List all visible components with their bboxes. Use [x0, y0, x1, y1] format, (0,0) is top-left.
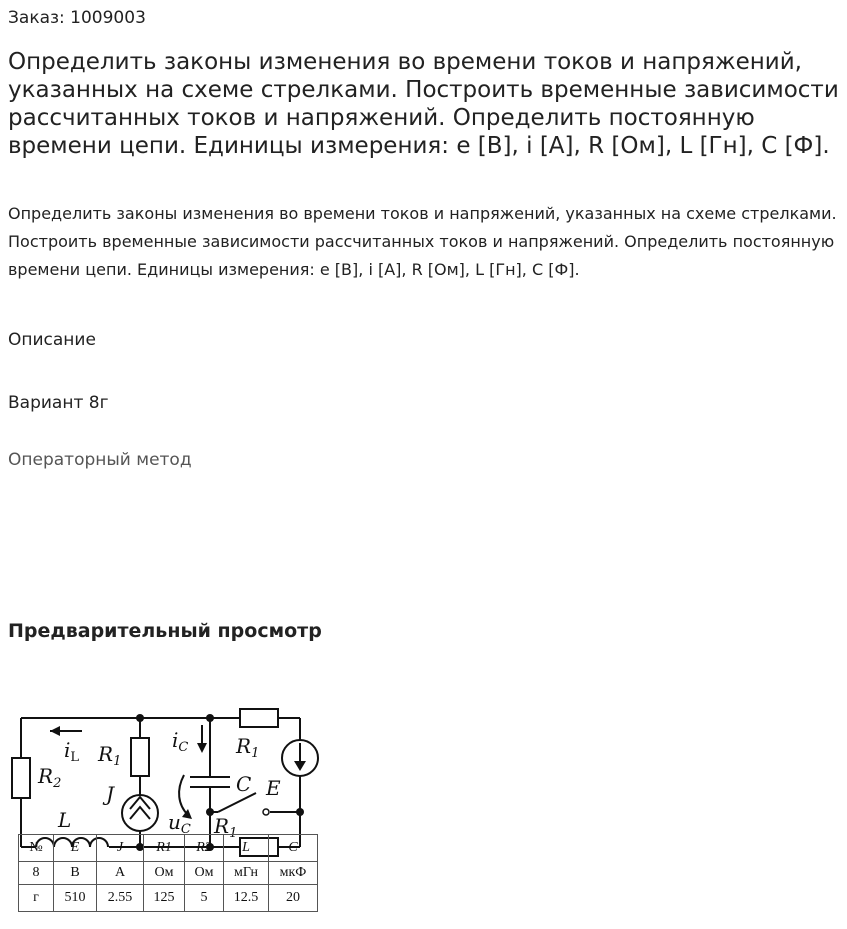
task-description: Определить законы изменения во времени токов и напряжений, указанных на схеме стрелками. Построить временные зависимости рассчитанных токов и напряжений. Определить постоянную времени цепи. Единицы измерения: e [В], i [А], R [Ом], L [Гн], C [Ф].	[8, 204, 837, 279]
table-cell: R2	[185, 835, 224, 862]
table-cell: мкФ	[269, 862, 318, 885]
table-cell: 20	[269, 885, 318, 912]
parameters-table	[18, 834, 318, 912]
table-cell: Ом	[144, 862, 185, 885]
table-cell: E	[54, 835, 97, 862]
label-r2: $R_2$	[38, 764, 62, 791]
label-r1-top: $R_1$	[236, 734, 260, 761]
label-c: C	[236, 772, 252, 796]
resistor-r2	[12, 758, 30, 798]
table-units-row	[19, 862, 318, 885]
description-label: Описание	[8, 330, 96, 350]
table-cell: J	[97, 835, 144, 862]
table-cell: А	[97, 862, 144, 885]
page-title: Определить законы изменения во времени токов и напряжений, указанных на схеме стрелками. Построить временные зависимости рассчитанных токов и напряжений. Определить постоянную времени цепи. Единицы измерения: e [В], i [А], R [Ом], L [Гн], C [Ф].	[8, 49, 839, 159]
preview-heading: Предварительный просмотр	[8, 620, 322, 642]
table-cell: 5	[185, 885, 224, 912]
resistor-r1-left	[131, 738, 149, 776]
label-uc: $u_C$	[168, 810, 191, 837]
label-j: J	[106, 782, 115, 806]
label-r1-bottom: $R_1$	[214, 814, 238, 841]
label-ic: $i_C$	[172, 728, 189, 755]
label-r1-left: $R_1$	[98, 742, 122, 769]
table-cell: C	[269, 835, 318, 862]
table-cell: 2.55	[97, 885, 144, 912]
table-cell: 125	[144, 885, 185, 912]
table-cell: 8	[19, 862, 54, 885]
table-cell: №	[19, 835, 54, 862]
table-cell: 12.5	[224, 885, 269, 912]
table-cell: R1	[144, 835, 185, 862]
table-cell: В	[54, 862, 97, 885]
table-cell: L	[224, 835, 269, 862]
label-e: E	[266, 776, 281, 800]
table-cell: Ом	[185, 862, 224, 885]
label-il: $i_L$	[64, 738, 80, 765]
table-cell: г	[19, 885, 54, 912]
label-l: L	[58, 808, 72, 832]
current-source-j	[122, 795, 158, 831]
table-header-row	[19, 835, 318, 862]
variant-label: Вариант 8г	[8, 393, 109, 413]
method-label: Операторный метод	[8, 450, 192, 470]
table-cell: 510	[54, 885, 97, 912]
resistor-r1-top	[240, 709, 278, 727]
order-number: Заказ: 1009003	[8, 8, 146, 28]
table-row	[19, 885, 318, 912]
table-cell: мГн	[224, 862, 269, 885]
